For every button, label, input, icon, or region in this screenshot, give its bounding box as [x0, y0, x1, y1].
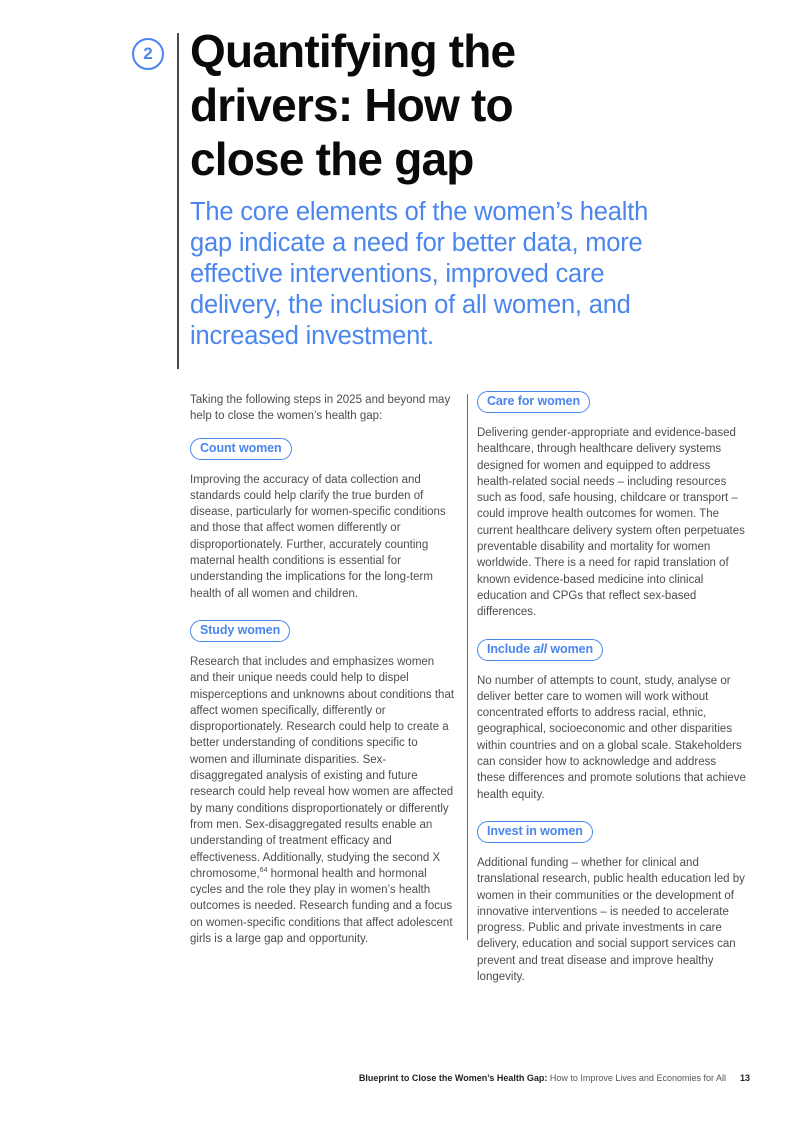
include-all-women-paragraph: No number of attempts to count, study, analyse or deliver better care to women will work without concentrated efforts to address racial, ethnic, geographical, socioeconomic and other disparities within countries and on a global scale. Stakeholders can consider how to acknowledge and address these differences and promote solutions that achieve health equity. — [477, 674, 746, 801]
study-women-text-after-footnote: hormonal health and hormonal cycles and the role they play in women’s health outcomes is needed. Research funding and a focus on women-specific conditions that affect adolescent girls is a large gap and opportunity. — [190, 867, 453, 946]
footer-report-subtitle: How to Improve Lives and Economies for All — [547, 1073, 726, 1083]
section-number: 2 — [143, 44, 153, 63]
include-all-women-badge-row — [477, 639, 747, 661]
footnote-reference-64: 64 — [259, 867, 268, 874]
page-subtitle: The core elements of the women’s health gap indicate a need for better data, more effective interventions, improved care delivery, the inclusion of all women, and increased investment. — [190, 198, 649, 350]
column-divider-rule — [467, 394, 468, 940]
include-badge-pre: Include — [487, 641, 534, 656]
section-number-badge — [132, 38, 164, 70]
invest-in-women-paragraph: Additional funding – whether for clinical and translational research, public health education led by women in their communities or the development of innovative interventions – is needed to accelerate progress. Public and private investments in care delivery, education and social support services can prevent and treat disease and improve healthy longevity. — [477, 856, 745, 984]
invest-in-women-badge-row — [477, 821, 747, 843]
page-title-line-3: close the gap — [190, 133, 474, 185]
invest-in-women-badge: Invest in women — [477, 821, 593, 843]
title-vertical-rule — [177, 33, 179, 369]
study-women-badge-row — [190, 620, 456, 642]
care-for-women-paragraph: Delivering gender-appropriate and evidence-based healthcare, through healthcare delivery systems designed for women and equipped to address health-related social needs – including resources such as food, safe housing, childcare or transport – could improve health outcomes for women. The current healthcare delivery system often perpetuates preventable disability and mortality for women worldwide. There is a need for rapid translation of known evidence-based medicine into clinical education and CPGs that reflect sex-based differences. — [477, 427, 745, 619]
page-title-line-2: drivers: How to — [190, 79, 513, 131]
include-all-women-badge — [477, 639, 603, 661]
count-women-badge: Count women — [190, 438, 292, 460]
left-column — [190, 392, 456, 965]
include-badge-italic: all — [533, 641, 548, 656]
page-footer — [359, 1072, 750, 1084]
include-badge-post: women — [547, 641, 593, 656]
study-women-paragraph — [190, 654, 456, 947]
page-title-line-1: Quantifying the — [190, 25, 516, 77]
right-column — [477, 391, 747, 1003]
study-women-text-before-footnote: Research that includes and emphasizes women and their unique needs could help to dispel misperceptions and unknowns about conditions that affect women specifically, differently or disproportionately. Research could help to create a better understanding of conditions specific to women and illuminate disparities. Sex-disaggregated analysis of existing and future research could help reveal how women are affected by many conditions disproportionately or differently from men. Sex-disaggregated results enable an understanding of treatment efficacy and effectiveness. Additionally, studying the second X chromosome, — [190, 655, 455, 880]
care-for-women-badge: Care for women — [477, 391, 590, 413]
count-women-badge-row — [190, 438, 456, 460]
count-women-paragraph: Improving the accuracy of data collection and standards could help clarify the true burden of disease, particularly for women-specific conditions and those that affect women differently or disproportionately. Further, accurately counting maternal health conditions is essential for understanding the implications for the long-term health of all women and children. — [190, 473, 446, 600]
study-women-badge: Study women — [190, 620, 290, 642]
intro-paragraph: Taking the following steps in 2025 and beyond may help to close the women’s health gap: — [190, 394, 451, 423]
page-number: 13 — [739, 1073, 750, 1083]
care-for-women-badge-row — [477, 391, 747, 413]
footer-report-title-bold: Blueprint to Close the Women’s Health Gap: — [358, 1073, 548, 1083]
page-title — [190, 24, 610, 186]
